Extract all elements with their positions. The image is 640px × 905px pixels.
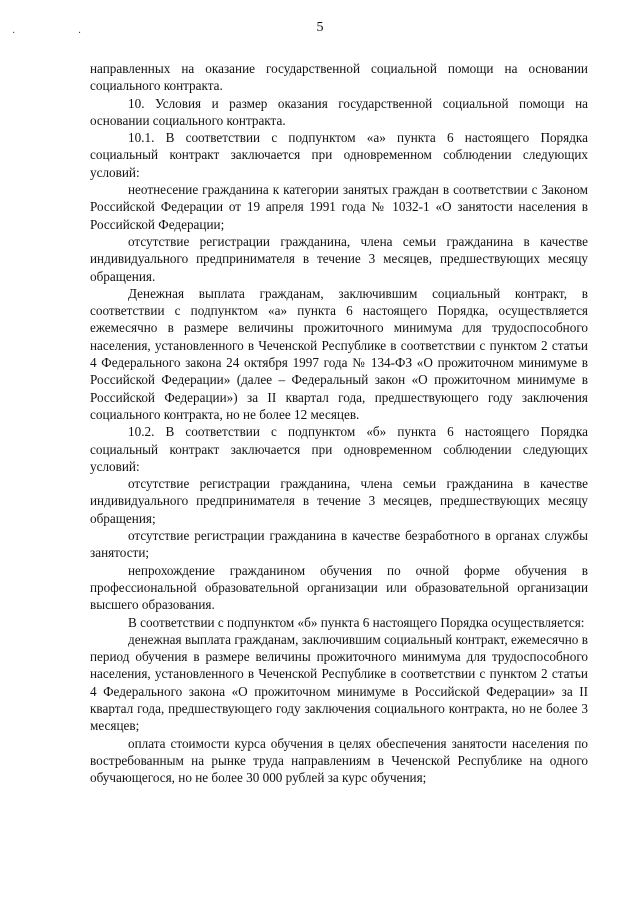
paragraph-continuation: направленных на оказание государственной социальной помощи на основании социального контракта. <box>90 61 588 94</box>
paragraph-cash-payment-b: денежная выплата гражданам, заключившим социальный контракт, ежемесячно в период обучения в размере величины прожиточного минимума для трудоспособного населения, установленного в Чеченской Республике в соответствии с пунктом 2 статьи 4 Федерального закона «О прожиточном минимуме в Российской Федерации» за II квартал года, предшествующего году заключения социального контракта, но не более 3 месяцев; <box>90 631 588 734</box>
paragraph-condition-no-ip-registration: отсутствие регистрации гражданина, члена семьи гражданина в качестве индивидуального предпринимателя в течение 3 месяцев, предшествующих месяцу обращения. <box>90 233 588 284</box>
paragraph-condition-no-fulltime-study: непрохождение гражданином обучения по очной форме обучения в профессиональной образовательной организации или образовательной организации высшего образования. <box>90 562 588 613</box>
paragraph-section-10: 10. Условия и размер оказания государственной социальной помощи на основании социального контракта. <box>90 95 588 128</box>
paragraph-condition-not-employed: неотнесение гражданина к категории занятых граждан в соответствии с Законом Российской Федерации от 19 апреля 1991 года № 1032-1 «О занятости населения в Российской Федерации; <box>90 182 588 232</box>
paragraph-10-2: 10.2. В соответствии с подпунктом «б» пункта 6 настоящего Порядка социальный контракт заключается при одновременном соблюдении следующих условий: <box>90 424 588 474</box>
paragraph-condition-no-ip-registration-b: отсутствие регистрации гражданина, члена семьи гражданина в качестве индивидуального предпринимателя в течение 3 месяцев, предшествующих месяцу обращения; <box>90 476 588 526</box>
paragraph-course-payment: оплата стоимости курса обучения в целях обеспечения занятости населения по востребованным на рынке труда направлениям в Чеченской Республике на одного обучающегося, но не более 30 000 рублей за курс обучения; <box>90 735 588 786</box>
paragraph-cash-payment-a: Денежная выплата гражданам, заключившим социальный контракт, в соответствии с подпунктом «а» пункта 6 настоящего Порядка, осуществляется ежемесячно в размере величины прожиточного минимума для трудоспособного населения, установленного в Чеченской Республике в соответствии с пунктом 2 статьи 4 Федерального закона 24 октября 1997 года № 134-ФЗ «О прожиточном минимуме в Российской Федерации» (далее – Федеральный закон «О прожиточном минимуме в Российской Федерации») за II квартал года, предшествующего году заключения социального контракта, но не более 12 месяцев. <box>90 285 588 422</box>
page-number: 5 <box>316 20 324 35</box>
scan-specks: · · <box>12 28 112 39</box>
paragraph-condition-not-unemployed: отсутствие регистрации гражданина в качестве безработного в органах службы занятости; <box>90 528 588 561</box>
paragraph-provisions-b: В соответствии с подпунктом «б» пункта 6 настоящего Порядка осуществляется: <box>128 614 585 630</box>
paragraph-10-1: 10.1. В соответствии с подпунктом «а» пункта 6 настоящего Порядка социальный контракт заключается при одновременном соблюдении следующих условий: <box>90 130 588 180</box>
document-body <box>90 60 588 786</box>
